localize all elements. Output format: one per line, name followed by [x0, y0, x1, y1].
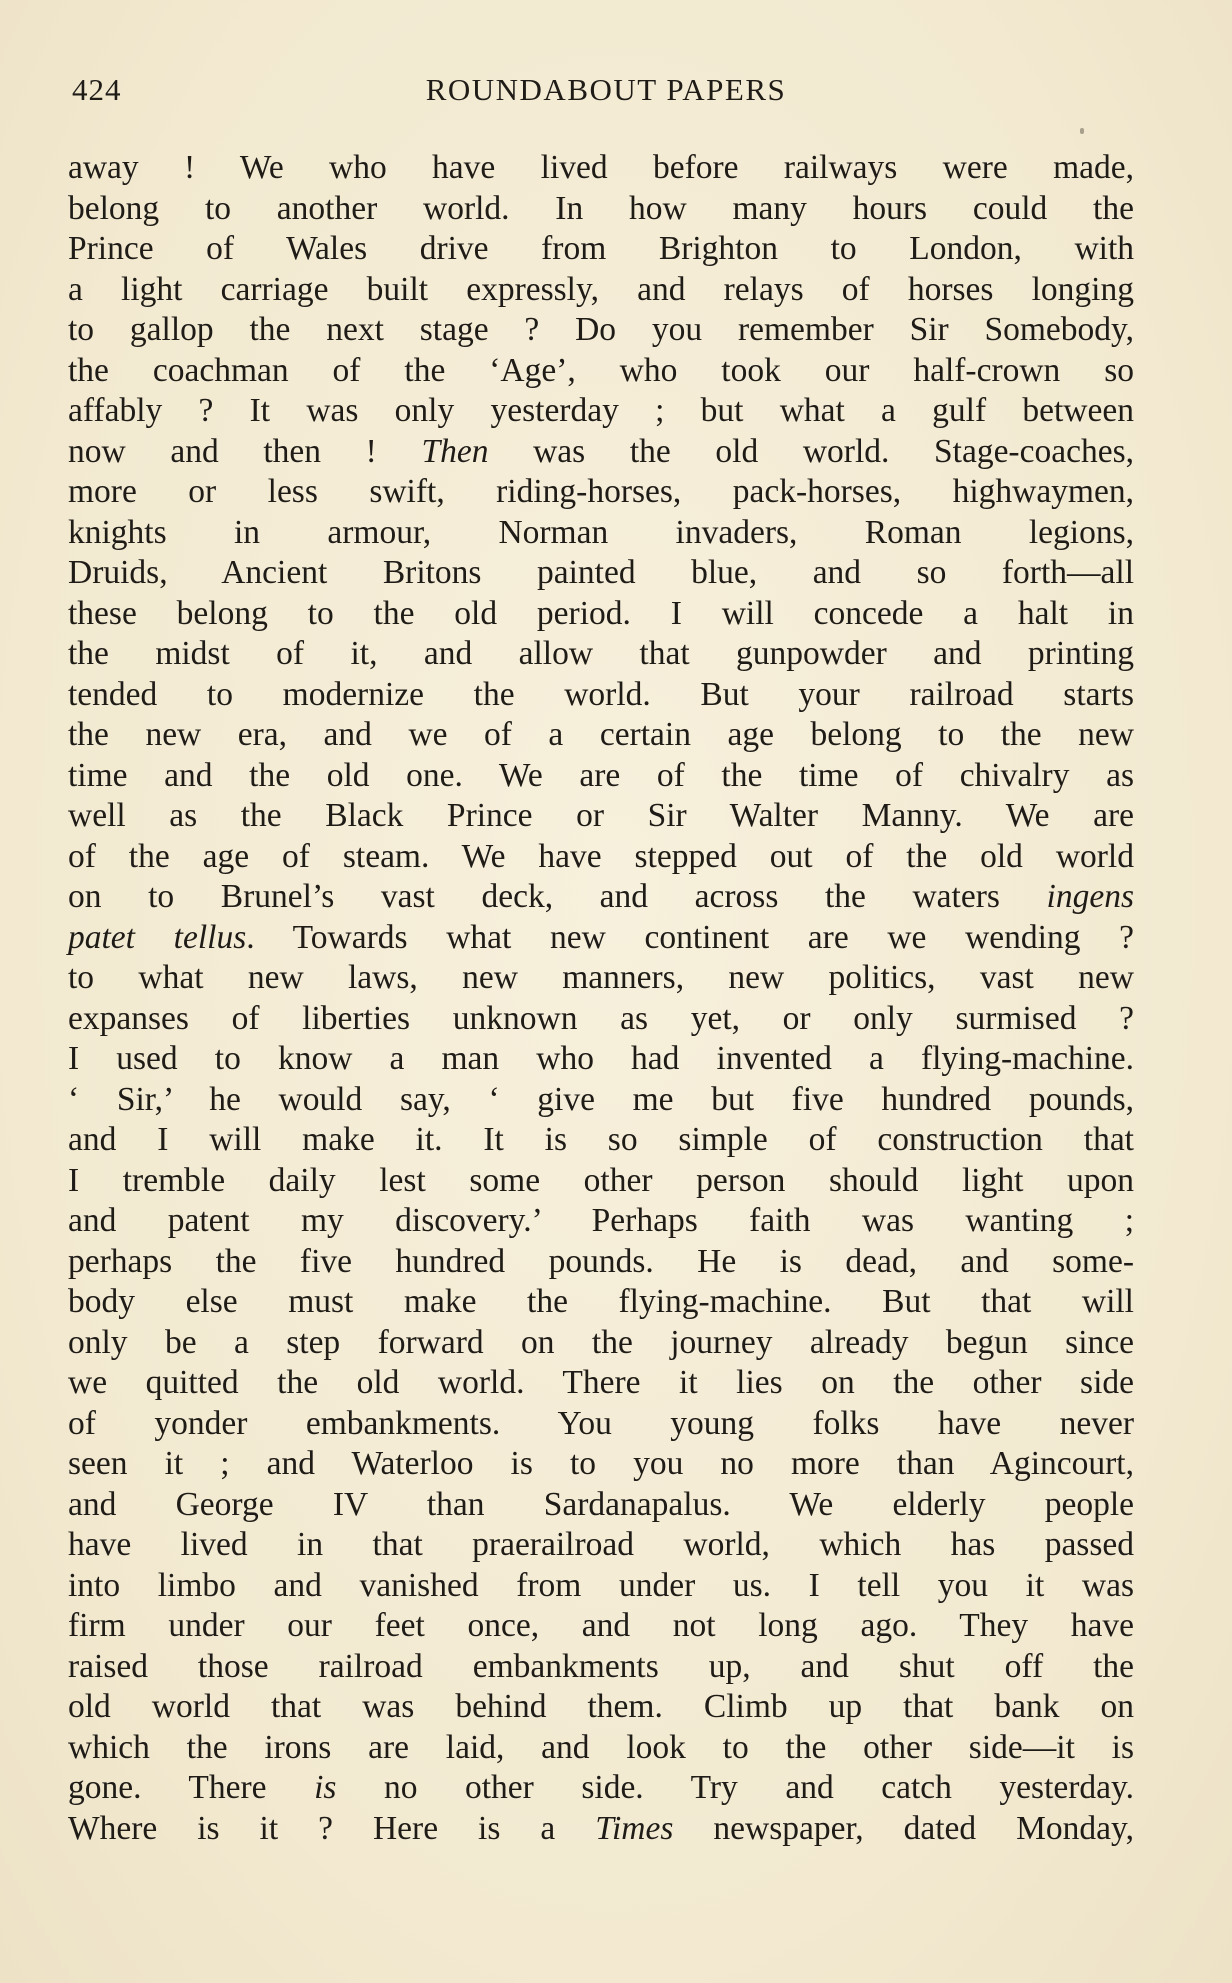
text-line: the new era, and we of a certain age belong to the new: [68, 716, 1134, 753]
text-line: of the age of steam. We have stepped out of the old world: [68, 837, 1134, 875]
text-line: firm under our feet once, and not long ago. They have: [68, 1607, 1134, 1644]
ink-speck: [1080, 128, 1084, 134]
page-number: 424: [72, 72, 122, 107]
text-line: old world that was behind them. Climb up that bank on: [68, 1688, 1134, 1725]
body-text: [68, 148, 1134, 1849]
text-line: the coachman of the ‘Age’, who took our half-crown so: [68, 351, 1134, 389]
text-line: tended to modernize the world. But your railroad starts: [68, 675, 1134, 713]
italic-text: is: [314, 1769, 337, 1806]
text-line: patet tellus. Towards what new continent are we wending ?: [68, 918, 1134, 956]
text-line: raised those railroad embankments up, and shut off the: [68, 1647, 1134, 1685]
text-line: more or less swift, riding-horses, pack-horses, highwaymen,: [68, 473, 1134, 510]
text-line: I tremble daily lest some other person should light upon: [68, 1161, 1134, 1199]
italic-text: Then: [421, 432, 489, 470]
text-line: a light carriage built expressly, and relays of horses longing: [68, 270, 1134, 308]
text-line: Where is it ? Here is a Times newspaper, dated Monday,: [68, 1809, 1134, 1847]
text-line: now and then ! Then was the old world. Stage-coaches,: [68, 432, 1134, 470]
text-line: gone. There is no other side. Try and catch yesterday.: [68, 1769, 1134, 1806]
text-line: to gallop the next stage ? Do you remember Sir Somebody,: [68, 311, 1134, 348]
text-line: and patent my discovery.’ Perhaps faith was wanting ;: [68, 1202, 1134, 1239]
text-line: time and the old one. We are of the time of chivalry as: [68, 756, 1134, 794]
page-header: [72, 72, 1140, 116]
text-line: on to Brunel’s vast deck, and across the waters ingens: [68, 878, 1134, 915]
italic-text: patet tellus: [68, 918, 247, 956]
text-line: ‘ Sir,’ he would say, ‘ give me but five hundred pounds,: [68, 1080, 1134, 1118]
text-line: we quitted the old world. There it lies on the other side: [68, 1364, 1134, 1401]
text-line: affably ? It was only yesterday ; but what a gulf between: [68, 392, 1134, 429]
text-line: body else must make the flying-machine. But that will: [68, 1283, 1134, 1320]
text-line: have lived in that praerailroad world, which has passed: [68, 1526, 1134, 1563]
text-line: which the irons are laid, and look to the other side—it is: [68, 1728, 1134, 1766]
text-line: the midst of it, and allow that gunpowder and printing: [68, 635, 1134, 672]
italic-text: Times: [595, 1809, 674, 1847]
text-line: only be a step forward on the journey already begun since: [68, 1323, 1134, 1361]
text-line: well as the Black Prince or Sir Walter Manny. We are: [68, 797, 1134, 834]
text-line: of yonder embankments. You young folks have never: [68, 1404, 1134, 1442]
text-line: these belong to the old period. I will concede a halt in: [68, 594, 1134, 632]
text-line: belong to another world. In how many hours could the: [68, 189, 1134, 227]
text-line: into limbo and vanished from under us. I tell you it was: [68, 1566, 1134, 1604]
text-line: to what new laws, new manners, new politics, vast new: [68, 959, 1134, 996]
text-line: expanses of liberties unknown as yet, or only surmised ?: [68, 999, 1134, 1037]
running-title: ROUNDABOUT PAPERS: [425, 72, 787, 107]
text-line: I used to know a man who had invented a flying-machine.: [68, 1040, 1134, 1077]
text-line: away ! We who have lived before railways were made,: [68, 149, 1134, 186]
italic-text: ingens: [1046, 878, 1134, 915]
text-line: perhaps the five hundred pounds. He is dead, and some-: [68, 1242, 1134, 1280]
text-line: and George IV than Sardanapalus. We elderly people: [68, 1485, 1134, 1523]
text-line: and I will make it. It is so simple of construction that: [68, 1121, 1134, 1158]
text-line: knights in armour, Norman invaders, Roman legions,: [68, 513, 1134, 551]
text-line: Prince of Wales drive from Brighton to London, with: [68, 230, 1134, 267]
text-line: Druids, Ancient Britons painted blue, and so forth—all: [68, 554, 1134, 591]
text-line: seen it ; and Waterloo is to you no more than Agincourt,: [68, 1445, 1134, 1482]
